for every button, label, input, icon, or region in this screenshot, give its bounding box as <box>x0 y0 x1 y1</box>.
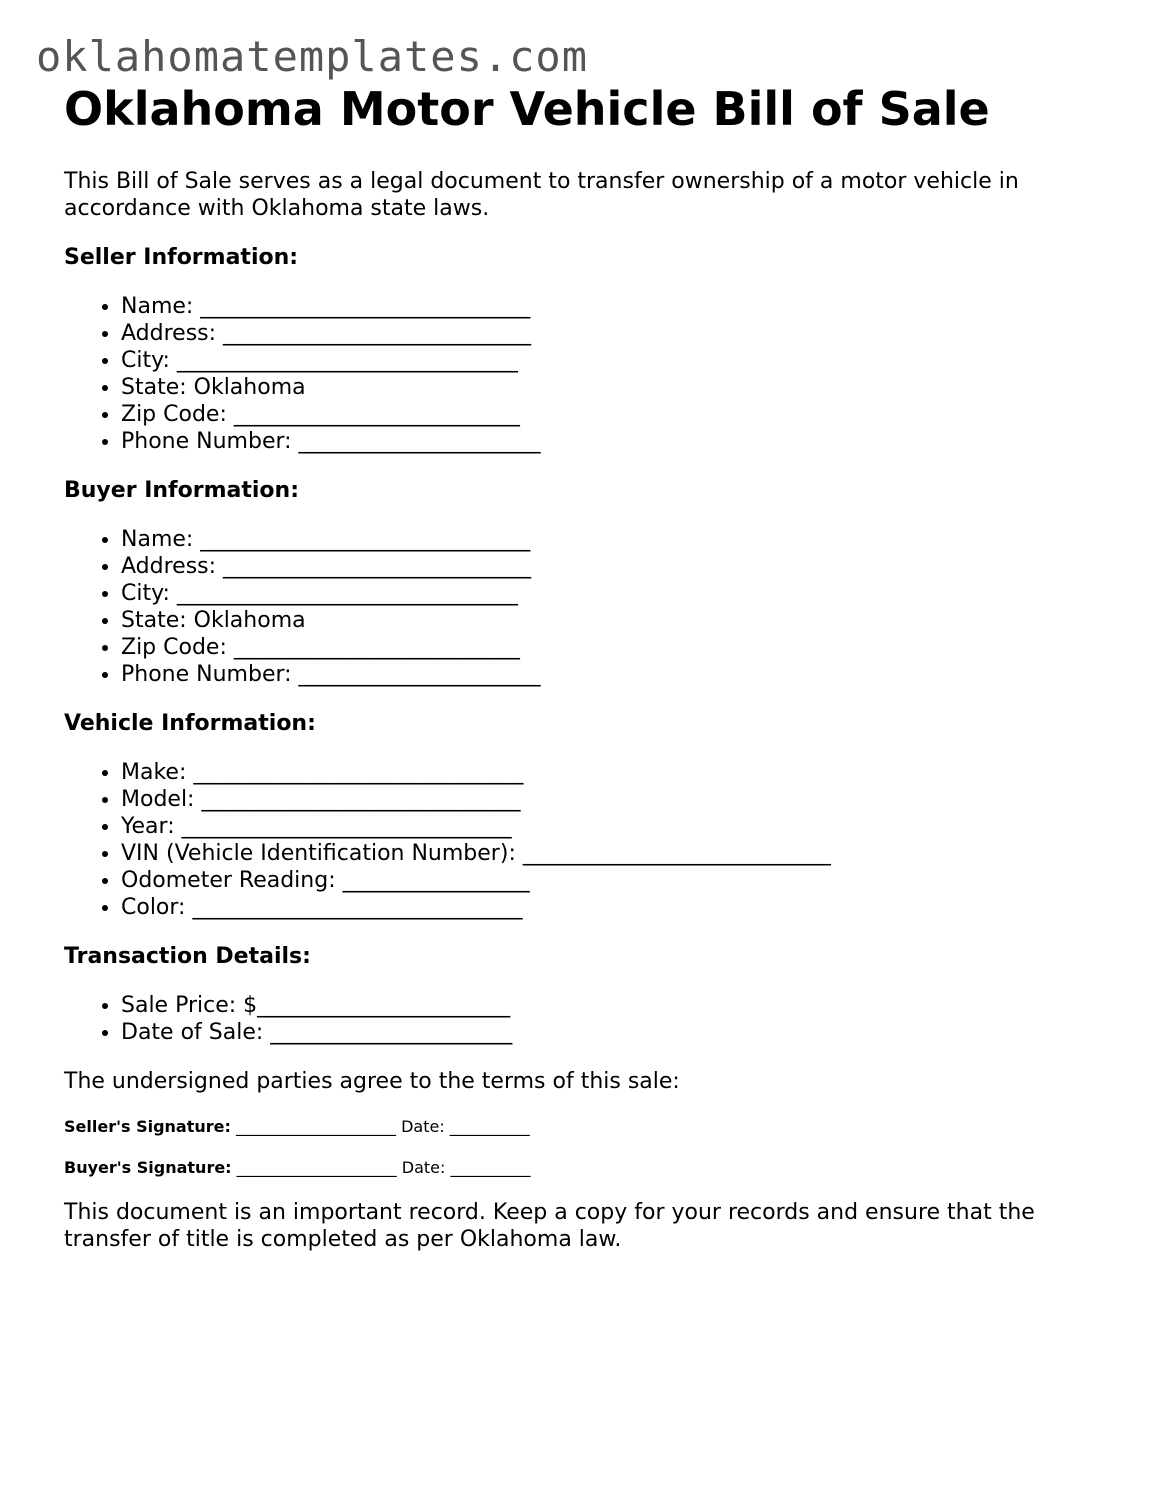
vehicle-model-field: • Model: _____________________________ <box>121 786 1104 813</box>
buyer-signature-line <box>64 1158 1104 1177</box>
vehicle-color-field: • Color: ______________________________ <box>121 894 1104 921</box>
seller-signature-label: Seller's Signature: <box>64 1117 231 1136</box>
vehicle-odometer-field: • Odometer Reading: _________________ <box>121 867 1104 894</box>
buyer-zip-field: • Zip Code: __________________________ <box>121 634 1104 661</box>
buyer-section-heading: Buyer Information: <box>64 478 299 503</box>
closing-note: This document is an important record. Keep a copy for your records and ensure that the transfer of title is completed as per Oklahoma law. <box>64 1200 1035 1252</box>
date-of-sale-field: • Date of Sale: ______________________ <box>121 1019 1104 1046</box>
transaction-field-list <box>64 992 1104 1046</box>
seller-signature-line <box>64 1117 1104 1136</box>
seller-phone-field: • Phone Number: ______________________ <box>121 428 1104 455</box>
seller-section-heading: Seller Information: <box>64 245 299 270</box>
seller-zip-field: • Zip Code: __________________________ <box>121 401 1104 428</box>
buyer-field-list <box>64 526 1104 688</box>
seller-field-list <box>64 293 1104 455</box>
document-page <box>64 82 1104 1253</box>
vehicle-section-heading: Vehicle Information: <box>64 711 316 736</box>
seller-state-field: • State: Oklahoma <box>121 374 1104 401</box>
agreement-statement: The undersigned parties agree to the terms of this sale: <box>64 1069 680 1094</box>
buyer-name-field: • Name: ______________________________ <box>121 526 1104 553</box>
vehicle-vin-field: • VIN (Vehicle Identification Number): ____________________________ <box>121 840 1104 867</box>
buyer-signature-label: Buyer's Signature: <box>64 1158 232 1177</box>
vehicle-year-field: • Year: ______________________________ <box>121 813 1104 840</box>
document-title: Oklahoma Motor Vehicle Bill of Sale <box>64 82 990 136</box>
seller-signature-blanks: ____________________ Date: __________ <box>230 1117 530 1136</box>
seller-name-field: • Name: ______________________________ <box>121 293 1104 320</box>
vehicle-field-list <box>64 759 1104 921</box>
sale-price-field: • Sale Price: $_______________________ <box>121 992 1104 1019</box>
intro-paragraph: This Bill of Sale serves as a legal document to transfer ownership of a motor vehicle in accordance with Oklahoma state laws. <box>64 169 1019 221</box>
vehicle-make-field: • Make: ______________________________ <box>121 759 1104 786</box>
seller-address-field: • Address: ____________________________ <box>121 320 1104 347</box>
transaction-section-heading: Transaction Details: <box>64 944 311 969</box>
buyer-signature-blanks: ____________________ Date: __________ <box>231 1158 531 1177</box>
seller-city-field: • City: _______________________________ <box>121 347 1104 374</box>
buyer-state-field: • State: Oklahoma <box>121 607 1104 634</box>
buyer-city-field: • City: _______________________________ <box>121 580 1104 607</box>
buyer-address-field: • Address: ____________________________ <box>121 553 1104 580</box>
watermark: oklahomatemplates.com <box>36 32 589 81</box>
buyer-phone-field: • Phone Number: ______________________ <box>121 661 1104 688</box>
